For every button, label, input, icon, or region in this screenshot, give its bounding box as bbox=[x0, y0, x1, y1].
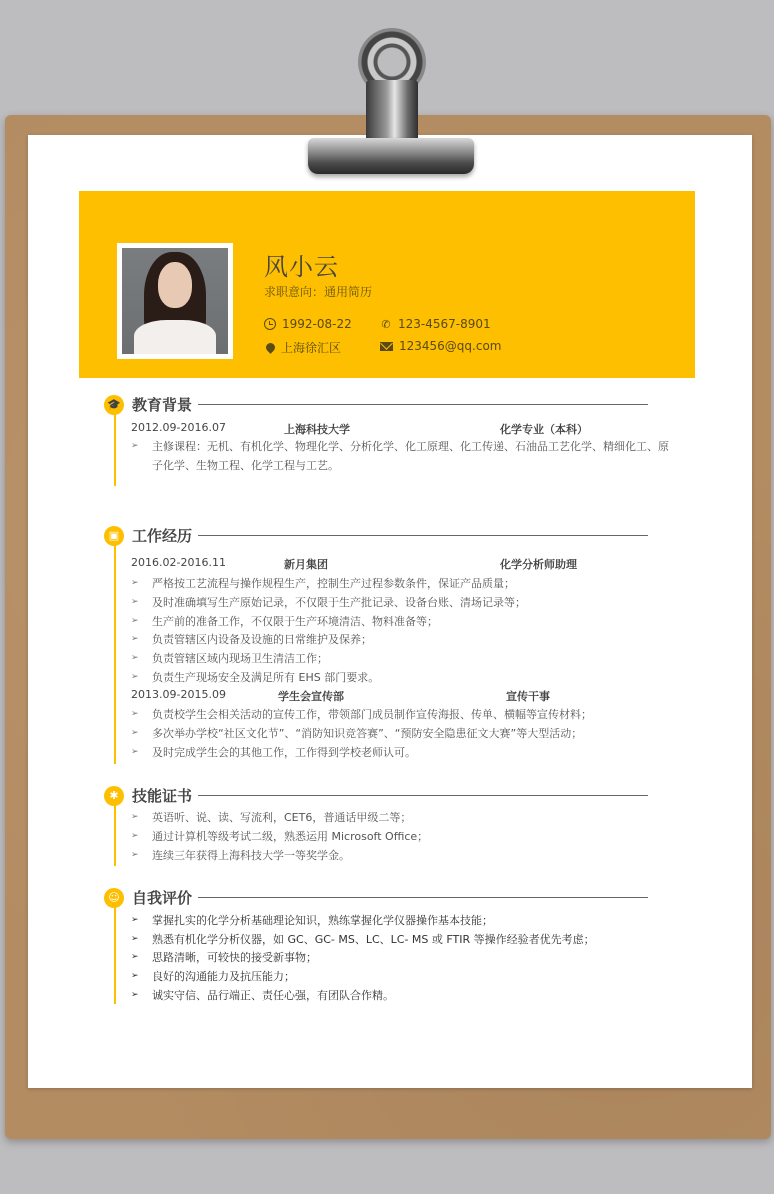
timeline-skills bbox=[114, 804, 116, 866]
timeline-self bbox=[114, 906, 116, 1004]
email-text: 123456@qq.com bbox=[399, 339, 502, 353]
list-item: ➢ 通过计算机等级考试二级，熟悉运用 Microsoft Office； bbox=[131, 827, 671, 846]
list-item: ➢ 及时准确填写生产原始记录，不仅限于生产批记录、设备台账、清场记录等； bbox=[131, 593, 671, 612]
list-item: ➢ 负责生产现场安全及满足所有 EHS 部门要求。 bbox=[131, 668, 671, 687]
job-intent: 求职意向：通用简历 bbox=[264, 285, 373, 299]
list-item: ➢ 英语听、说、读、写流利，CET6，普通话甲级二等； bbox=[131, 808, 671, 827]
list-item: ➢ 良好的沟通能力及抗压能力； bbox=[131, 967, 671, 986]
candidate-name: 风小云 bbox=[264, 253, 339, 281]
list-item: ➢ 连续三年获得上海科技大学一等奖学金。 bbox=[131, 846, 671, 865]
edu-major: 化学专业（本科） bbox=[500, 423, 588, 436]
section-skills bbox=[104, 785, 192, 806]
clip-neck bbox=[366, 80, 418, 140]
birth-info bbox=[264, 317, 352, 331]
birth-date: 1992-08-22 bbox=[282, 317, 352, 331]
graduation-cap-icon: 🎓 bbox=[104, 395, 124, 415]
section-divider bbox=[198, 535, 648, 536]
clock-icon bbox=[264, 318, 276, 330]
job-role: 化学分析师助理 bbox=[500, 558, 577, 571]
section-divider bbox=[198, 795, 648, 796]
avatar bbox=[117, 243, 233, 359]
location-info bbox=[264, 339, 341, 356]
job-company: 新月集团 bbox=[284, 558, 328, 571]
job-role: 宣传干事 bbox=[506, 690, 550, 703]
edu-school: 上海科技大学 bbox=[284, 423, 350, 436]
section-title: 技能证书 bbox=[132, 787, 193, 805]
phone-icon: ✆ bbox=[381, 317, 391, 331]
mail-icon bbox=[380, 342, 393, 351]
section-title: 工作经历 bbox=[132, 527, 193, 545]
job-company: 学生会宣传部 bbox=[278, 690, 344, 703]
list-item: ➢ 严格按工艺流程与操作规程生产，控制生产过程参数条件，保证产品质量； bbox=[131, 574, 671, 593]
timeline-education bbox=[114, 414, 116, 486]
list-item: ➢ 负责管辖区内设备及设施的日常维护及保养； bbox=[131, 630, 671, 649]
location-text: 上海徐汇区 bbox=[281, 341, 342, 355]
list-item: ➢ 生产前的准备工作，不仅限于生产环境清洁、物料准备等； bbox=[131, 612, 671, 631]
briefcase-icon: ▣ bbox=[104, 526, 124, 546]
timeline-work bbox=[114, 544, 116, 764]
list-item: ➢ 掌握扎实的化学分析基础理论知识，熟练掌握化学仪器操作基本技能； bbox=[131, 911, 671, 930]
list-item: ➢ 及时完成学生会的其他工作，工作得到学校老师认可。 bbox=[131, 743, 671, 762]
section-divider bbox=[198, 404, 648, 405]
person-icon: ☺ bbox=[104, 888, 124, 908]
phone-info bbox=[380, 317, 491, 331]
list-item: ➢ 负责管辖区域内现场卫生清洁工作； bbox=[131, 649, 671, 668]
list-item: ➢ 主修课程：无机、有机化学、物理化学、分析化学、化工原理、化工传递、石油品工艺化学、精细化工、原子化学、生物工程、化学工程与工艺。 bbox=[131, 437, 671, 475]
section-self bbox=[104, 887, 192, 908]
phone-number: 123-4567-8901 bbox=[398, 317, 491, 331]
section-title: 教育背景 bbox=[132, 396, 193, 414]
job-period: 2013.09-2015.09 bbox=[131, 688, 226, 701]
location-pin-icon bbox=[264, 341, 277, 354]
list-item: ➢ 负责校学生会相关活动的宣传工作，带领部门成员制作宣传海报、传单、横幅等宣传材料； bbox=[131, 705, 671, 724]
binder-clip bbox=[308, 138, 474, 174]
section-title: 自我评价 bbox=[132, 889, 193, 907]
list-item: ➢ 诚实守信、品行端正、责任心强，有团队合作精。 bbox=[131, 986, 671, 1005]
email-info bbox=[380, 339, 502, 353]
list-item: ➢ 思路清晰，可较快的接受新事物； bbox=[131, 948, 671, 967]
section-education bbox=[104, 394, 192, 415]
list-item: ➢ 多次举办学校“社区文化节”、“消防知识竞答赛”、“预防安全隐患征文大赛”等大型活动； bbox=[131, 724, 671, 743]
star-icon: ✱ bbox=[104, 786, 124, 806]
section-divider bbox=[198, 897, 648, 898]
section-work bbox=[104, 525, 192, 546]
job-period: 2016.02-2016.11 bbox=[131, 556, 226, 569]
list-item: ➢ 熟悉有机化学分析仪器，如 GC、GC- MS、LC、LC- MS 或 FTIR 等操作经验者优先考虑； bbox=[131, 930, 671, 949]
edu-period: 2012.09-2016.07 bbox=[131, 421, 226, 434]
